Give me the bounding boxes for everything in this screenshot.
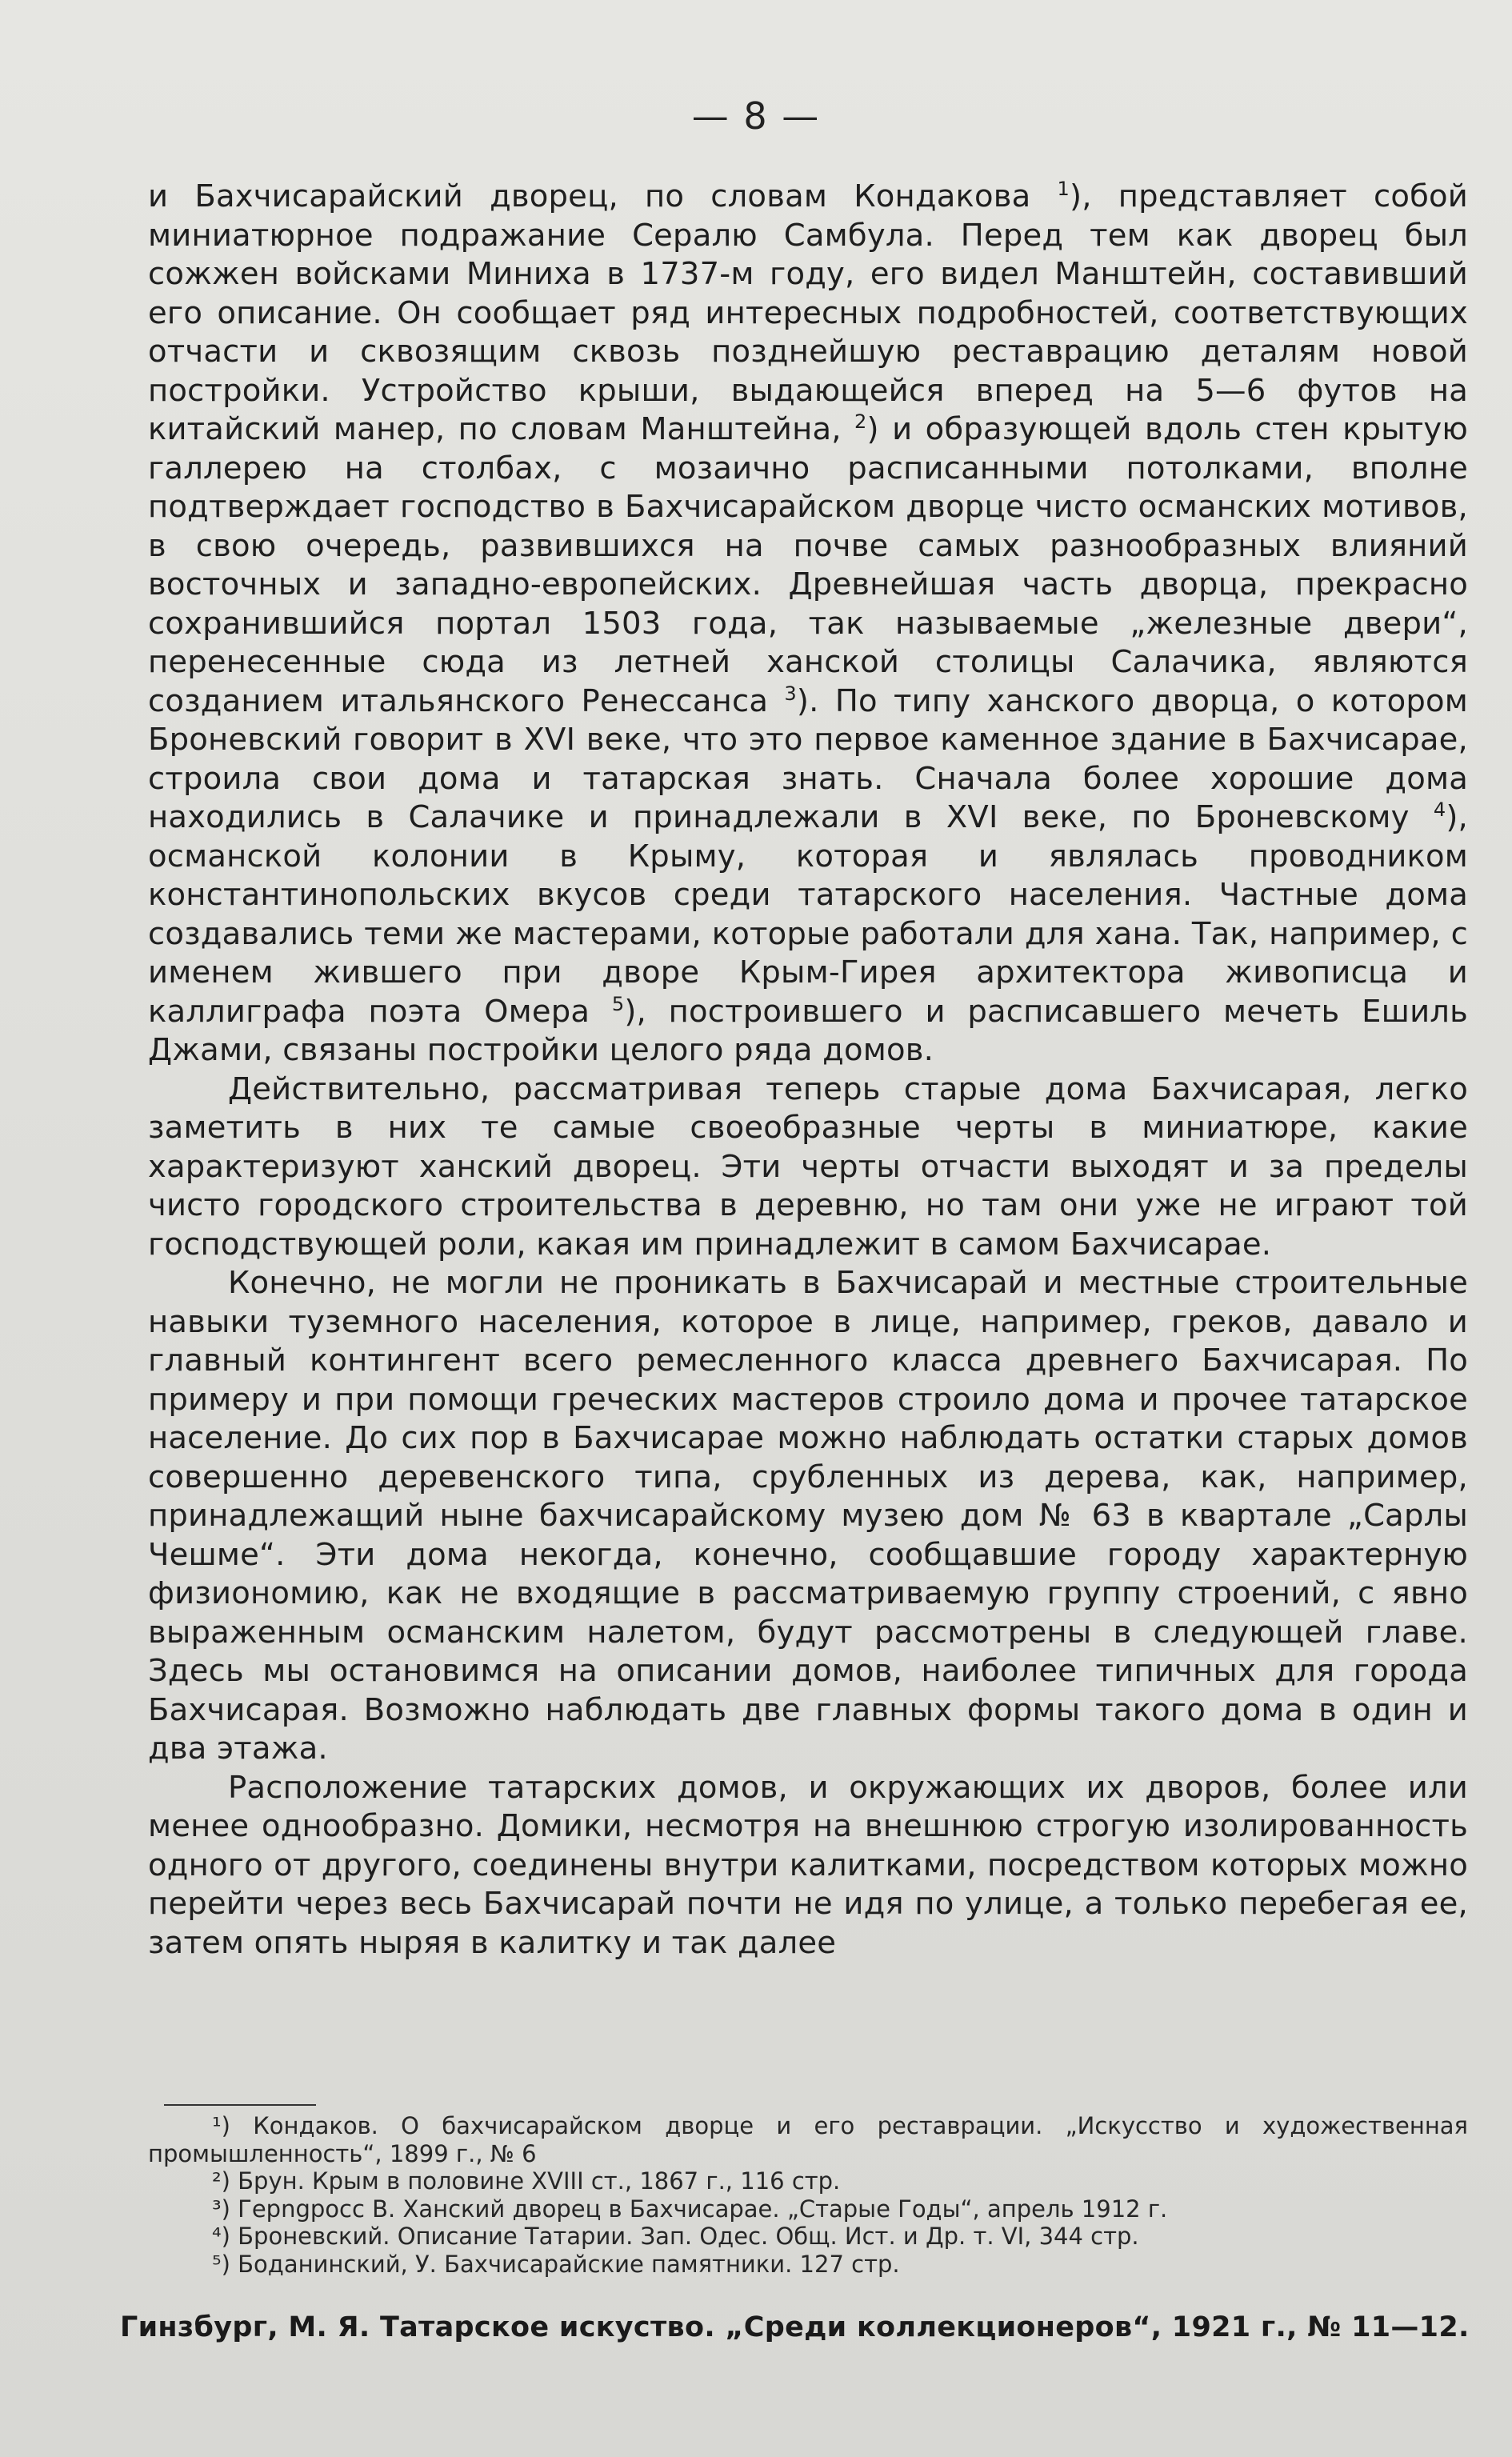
- page-number: — 8 —: [691, 94, 821, 138]
- paragraph-1-text-3: ) и образующей вдоль стен крытую галлерею на столбах, с мозаично расписанными потолками, вполне подтверждает господство в Бахчисарайском дворце чисто османских мотивов, в свою очередь, развившихся на почве самых разнообразных влияний восточных и западно-европейских. Древнейшая часть дворца, прекрасно сохранившийся портал 1503 года, так называемые „железные двери“, перенесенные сюда из летней ханской столицы Салачика, являются созданием итальянского Ренессанса: [148, 411, 1468, 719]
- footnote-ref-2: 2: [854, 410, 867, 434]
- paragraph-1-text-5: ), османской колонии в Крыму, которая и являлась проводником константинопольских вкусов среди татарского населения. Частные дома создавались теми же мастерами, которые работали для хана. Так, например, с именем жившего при дворе Крым-Гирея архитектора живописца и каллиграфа поэта Омера: [148, 799, 1468, 1030]
- paragraph-1-text-4: ). По типу ханского дворца, о котором Броневский говорит в XVI веке, что это первое каменное здание в Бахчисарае, строила свои дома и татарская знать. Сначала более хорошие дома находились в Салачике и принадлежали в XVI веке, по Броневскому: [148, 682, 1468, 835]
- footnote-2: ²) Брун. Крым в половине XVIII ст., 1867 г., 116 стр.: [212, 2167, 841, 2195]
- footnote-divider: [164, 2104, 316, 2106]
- footnote-1: ¹) Кондаков. О бахчисарайском дворце и его реставрации. „Искусство и художественная промышленность“, 1899 г., № 6: [148, 2112, 1468, 2167]
- footnote-5: ⁵) Боданинский, У. Бахчисарайские памятники. 127 стр.: [212, 2250, 900, 2278]
- footnote-ref-5: 5: [611, 992, 625, 1015]
- paragraph-4: Расположение татарских домов, и окружающих их дворов, более или менее однообразно. Домики, несмотря на внешнюю строгую изолированность одного от другого, соединены внутри калитками, посредством которых можно перейти через весь Бахчисарай почти не идя по улице, а только перебегая ее, затем опять ныряя в калитку и так далее: [148, 1769, 1468, 1961]
- source-citation: Гинзбург, М. Я. Татарское искуство. „Среди коллекционеров“, 1921 г., № 11—12.: [120, 2311, 1470, 2343]
- footnote-ref-4: 4: [1433, 798, 1446, 822]
- footnote-3: ³) Герngросс В. Ханский дворец в Бахчисарае. „Старые Годы“, апрель 1912 г.: [212, 2195, 1168, 2223]
- paragraph-1-text-6: ), построившего и расписавшего мечеть Ешиль Джами, связаны постройки целого ряда домов.: [148, 993, 1468, 1068]
- paragraph-1-text-1: и Бахчисарайский дворец, по словам Кондакова: [148, 178, 1058, 214]
- paragraph-1: [148, 178, 1468, 1070]
- footnote-ref-1: 1: [1057, 178, 1070, 201]
- footnotes: [148, 2112, 1468, 2278]
- paragraph-3: Конечно, не могли не проникать в Бахчисарай и местные строительные навыки туземного населения, которое в лице, например, греков, давало и главный контингент всего ремесленного класса древнего Бахчисарая. По примеру и при помощи греческих мастеров строило дома и прочее татарское население. До сих пор в Бахчисарае можно наблюдать остатки старых домов совершенно деревенского типа, срубленных из дерева, как, например, принадлежащий ныне бахчисарайскому музею дом № 63 в квартале „Сарлы Чешме“. Эти дома некогда, конечно, сообщавшие городу характерную физиономию, как не входящие в рассматриваемую группу строений, с явно выраженным османским налетом, будут рассмотрены в следующей главе. Здесь мы остановимся на описании домов, наиболее типичных для города Бахчисарая. Возможно наблюдать две главных формы такого дома в один и два этажа.: [148, 1265, 1468, 1767]
- footnote-ref-3: 3: [784, 682, 797, 705]
- paragraph-2: Действительно, рассматривая теперь старые дома Бахчисарая, легко заметить в них те самые своеобразные черты в миниатюре, какие характеризуют ханский дворец. Эти черты отчасти выходят и за пределы чисто городского строительства в деревню, но там они уже не играют той господствующей роли, какая им принадлежит в самом Бахчисарае.: [148, 1070, 1468, 1263]
- footnote-4: ⁴) Броневский. Описание Татарии. Зап. Одес. Общ. Ист. и Др. т. VI, 344 стр.: [212, 2223, 1139, 2250]
- main-text: [148, 178, 1468, 1963]
- paragraph-1-text-2: ), представляет собой миниатюрное подражание Сералю Самбула. Перед тем как дворец был сожжен войсками Миниха в 1737-м году, его видел Манштейн, составивший его описание. Он сообщает ряд интересных подробностей, соответствующих отчасти и сквозящим сквозь позднейшую реставрацию деталям новой постройки. Устройство крыши, выдающейся вперед на 5—6 футов на китайский манер, по словам Манштейна,: [148, 178, 1468, 447]
